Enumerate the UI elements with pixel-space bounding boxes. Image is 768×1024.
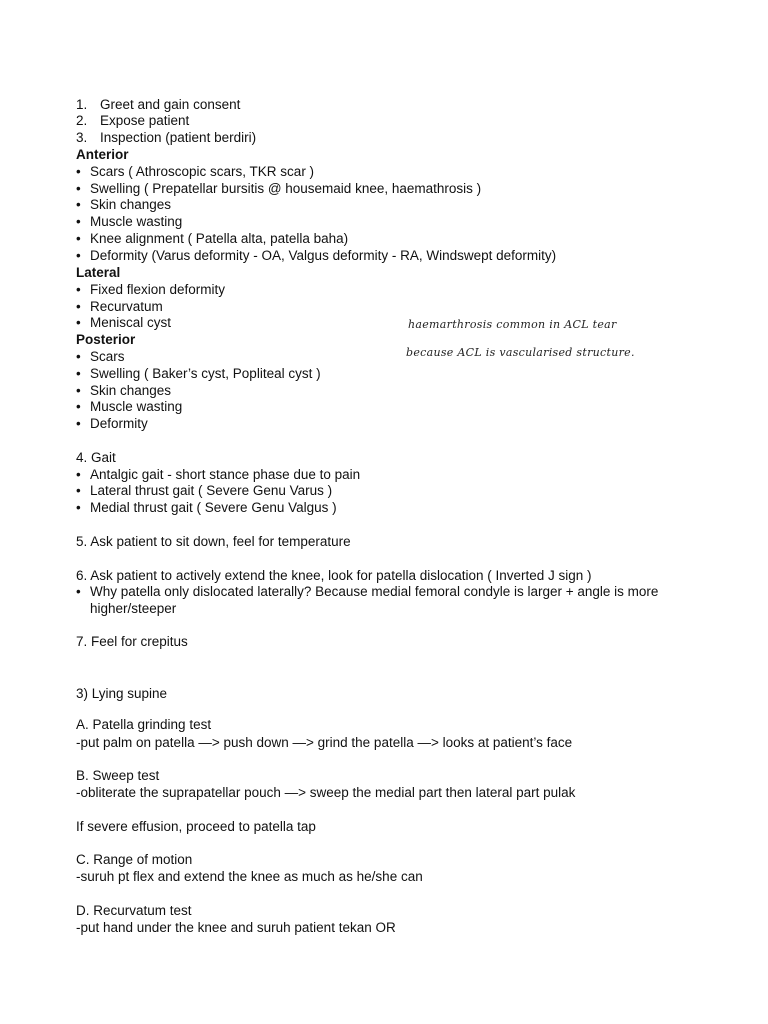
section-heading: Anterior <box>76 147 129 162</box>
bullet-item <box>76 314 171 331</box>
bullet-text: Skin changes <box>90 197 172 212</box>
bullet-text: Muscle wasting <box>90 214 183 229</box>
bullet-text: Meniscal cyst <box>90 315 172 330</box>
bullet-icon: • <box>76 366 81 381</box>
item-text: Expose patient <box>100 113 190 128</box>
bullet-text: Fixed flexion deformity <box>90 282 226 297</box>
bullet-icon: • <box>76 214 81 229</box>
bullet-icon: • <box>76 399 81 414</box>
bullet-item <box>76 298 163 315</box>
text-line: -put palm on patella —> push down —> grind the patella —> looks at patient’s face <box>76 735 573 750</box>
bullet-text: Antalgic gait - short stance phase due to pain <box>90 467 361 482</box>
item-text: Greet and gain consent <box>100 97 241 112</box>
bullet-item <box>76 415 148 432</box>
bullet-text: Medial thrust gait ( Severe Genu Valgus ) <box>90 500 337 515</box>
bullet-text: Deformity <box>90 416 148 431</box>
bullet-item <box>76 213 182 230</box>
text-line: -suruh pt flex and extend the knee as much as he/she can <box>76 869 423 884</box>
item-number: 2. <box>76 113 88 128</box>
bullet-icon: • <box>76 500 81 515</box>
text-line: 7. Feel for crepitus <box>76 634 188 649</box>
bullet-item <box>76 398 182 415</box>
bullet-icon: • <box>76 416 81 431</box>
bullet-text: Recurvatum <box>90 299 163 314</box>
bullet-item <box>76 180 481 197</box>
section-heading: Posterior <box>76 332 136 347</box>
numbered-item <box>76 129 256 146</box>
text-line: 5. Ask patient to sit down, feel for temperature <box>76 534 351 549</box>
bullet-text: Scars <box>90 349 125 364</box>
text-line: If severe effusion, proceed to patella tap <box>76 819 316 834</box>
bullet-icon: • <box>76 248 81 263</box>
text-line: -obliterate the suprapatellar pouch —> sweep the medial part then lateral part pulak <box>76 785 576 800</box>
bullet-item <box>76 365 321 382</box>
item-number: 3. <box>76 130 88 145</box>
bullet-icon: • <box>76 315 81 330</box>
bullet-item <box>76 382 171 399</box>
bullet-icon: • <box>76 231 81 246</box>
bullet-icon: • <box>76 383 81 398</box>
text-line: C. Range of motion <box>76 852 193 867</box>
bullet-icon: • <box>76 467 81 482</box>
bullet-icon: • <box>76 299 81 314</box>
bullet-icon: • <box>76 349 81 364</box>
numbered-item <box>76 112 189 129</box>
section-heading: Lateral <box>76 265 121 280</box>
bullet-text: Knee alignment ( Patella alta, patella baha) <box>90 231 349 246</box>
bullet-item <box>76 348 125 365</box>
continuation-line: higher/steeper <box>90 601 177 616</box>
text-line: 4. Gait <box>76 450 116 465</box>
bullet-text: Lateral thrust gait ( Severe Genu Varus ) <box>90 483 333 498</box>
bullet-icon: • <box>76 197 81 212</box>
bullet-item <box>76 230 348 247</box>
bullet-text: Skin changes <box>90 383 172 398</box>
bullet-item <box>76 163 314 180</box>
text-line: B. Sweep test <box>76 768 160 783</box>
bullet-icon: • <box>76 483 81 498</box>
text-line: 6. Ask patient to actively extend the knee, look for patella dislocation ( Inverted J sign ) <box>76 568 592 583</box>
bullet-item <box>76 499 337 516</box>
bullet-icon: • <box>76 584 81 599</box>
bullet-text: Muscle wasting <box>90 399 183 414</box>
bullet-text: Swelling ( Baker’s cyst, Popliteal cyst ) <box>90 366 321 381</box>
bullet-text: Scars ( Athroscopic scars, TKR scar ) <box>90 164 315 179</box>
text-line: 3) Lying supine <box>76 686 168 701</box>
bullet-item <box>76 583 658 600</box>
bullet-icon: • <box>76 164 81 179</box>
bullet-text: Deformity (Varus deformity - OA, Valgus deformity - RA, Windswept deformity) <box>90 248 557 263</box>
handwritten-note-line-2: because ACL is vascularised structure. <box>406 346 635 359</box>
numbered-item <box>76 96 240 113</box>
bullet-item <box>76 196 171 213</box>
bullet-item <box>76 281 225 298</box>
bullet-text: Why patella only dislocated laterally? Because medial femoral condyle is larger + angle is more <box>90 584 659 599</box>
item-text: Inspection (patient berdiri) <box>100 130 257 145</box>
bullet-item <box>76 247 556 264</box>
handwritten-note-line-1: haemarthrosis common in ACL tear <box>408 318 617 331</box>
bullet-icon: • <box>76 181 81 196</box>
item-number: 1. <box>76 97 88 112</box>
text-line: A. Patella grinding test <box>76 717 212 732</box>
bullet-text: Swelling ( Prepatellar bursitis @ housemaid knee, haemathrosis ) <box>90 181 482 196</box>
text-line: D. Recurvatum test <box>76 903 192 918</box>
text-line: -put hand under the knee and suruh patient tekan OR <box>76 920 396 935</box>
bullet-icon: • <box>76 282 81 297</box>
bullet-item <box>76 482 332 499</box>
bullet-item <box>76 466 360 483</box>
